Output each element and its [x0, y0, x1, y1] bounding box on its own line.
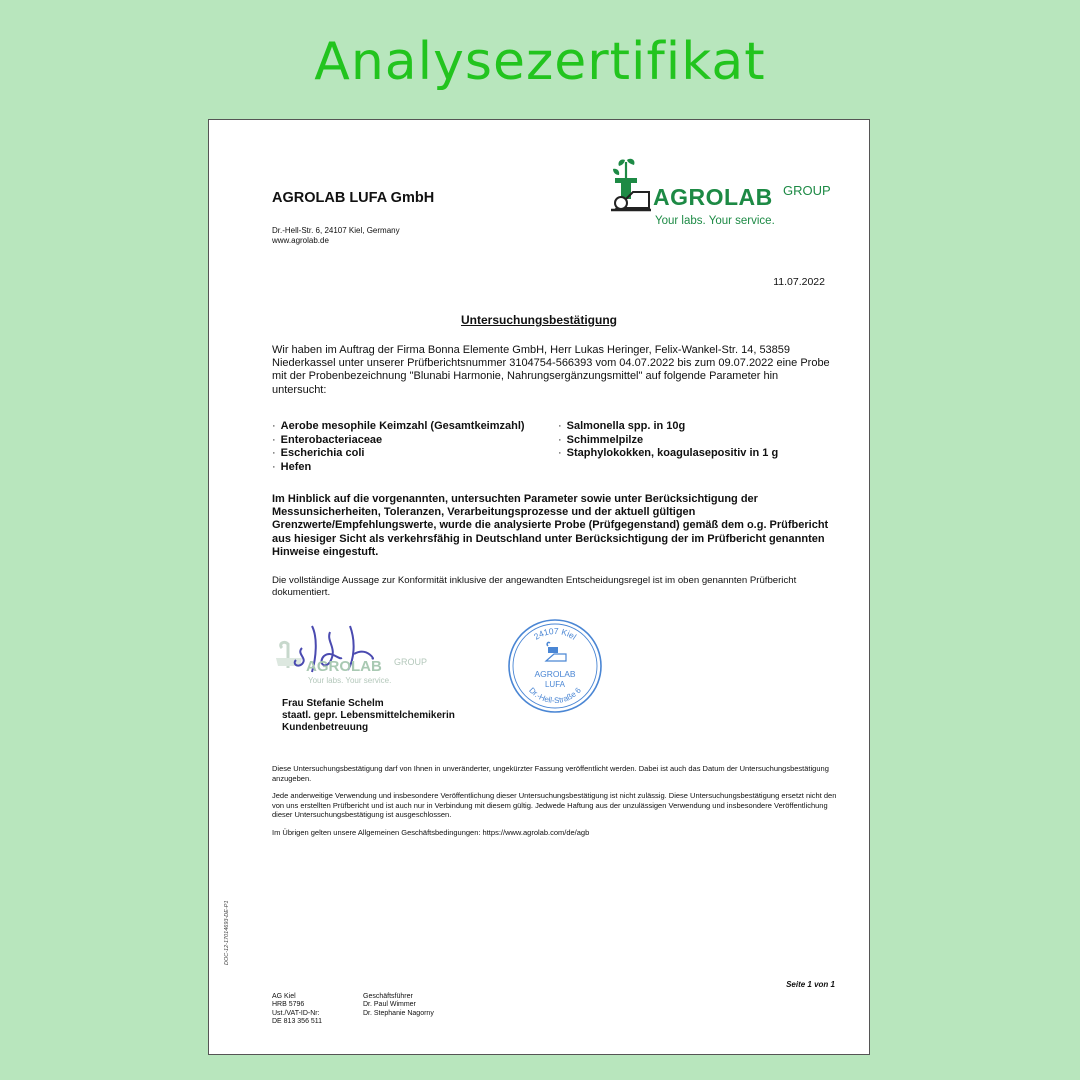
- signer-block: [282, 698, 455, 735]
- signature-logo-tagline: Your labs. Your service.: [308, 676, 392, 685]
- logo-name: AGROLAB: [653, 184, 773, 210]
- signer-department: Kundenbetreuung: [282, 722, 369, 734]
- signature-logo-name: AGROLAB: [306, 658, 382, 675]
- list-item: · Aerobe mesophile Keimzahl (Gesamtkeimzahl): [272, 420, 525, 432]
- list-item: · Staphylokokken, koagulasepositiv in 1 g: [558, 447, 779, 459]
- intro-paragraph: Wir haben im Auftrag der Firma Bonna Elemente GmbH, Herr Lukas Heringer, Felix-Wankel-Str. 14, 53859 Niederkassel unter unserer Prüfberichtsnummer 3104754-566393 vom 04.07.2022 bis zum 09.07.2022 eine Probe mit der Probenbezeichnung "Blunabi Harmonie, Nahrungsergänzungsmittel" auf folgende Parameter hin untersucht:: [272, 344, 830, 396]
- list-item: · Hefen: [272, 460, 312, 473]
- signer-name: Frau Stefanie Schelm: [282, 698, 384, 709]
- stamp-flask-icon: [546, 642, 566, 661]
- stamp-middle-1: AGROLAB: [534, 669, 576, 679]
- document-heading: Untersuchungsbestätigung: [460, 313, 617, 327]
- bullet-icon: ·: [558, 447, 562, 459]
- website-link[interactable]: www.agrolab.de: [272, 235, 329, 245]
- page-number: Seite 1 von 1: [786, 980, 835, 989]
- list-item: · Escherichia coli: [272, 447, 365, 459]
- disclaimer-paragraph: Jede anderweitige Verwendung und insbesondere Veröffentlichung dieser Untersuchungsbestätigung ist nicht zulässig. Diese Untersuchungsbestätigung ersetzt nicht den von uns erstellten Prüfbericht und ist auch nur in Verbindung mit diesem gültig. Jedwede Haftung aus der unzulässigen Verwendung und insbesondere Veröffentlichung dieser Untersuchungsbestätigung ist ausgeschlossen.: [272, 791, 837, 819]
- company-name: AGROLAB LUFA GmbH: [272, 190, 435, 206]
- conformity-paragraph: Die vollständige Aussage zur Konformität inklusive der angewandten Entscheidungsregel ist im oben genannten Prüfbericht dokumentiert.: [272, 575, 797, 598]
- document-date: 11.07.2022: [773, 276, 825, 288]
- disclaimer: [272, 764, 837, 845]
- logo-tagline: Your labs. Your service.: [655, 215, 775, 227]
- disclaimer-paragraph: Diese Untersuchungsbestätigung darf von Ihnen in unveränderter, ungekürzter Fassung veröffentlicht werden. Dabei ist auch das Datum der Untersuchungsbestätigung anzugeben.: [272, 764, 829, 783]
- address-line: Dr.-Hell-Str. 6, 24107 Kiel, Germany: [272, 226, 400, 235]
- company-address: [272, 226, 400, 245]
- bullet-icon: ·: [272, 433, 276, 446]
- bullet-icon: ·: [272, 447, 276, 459]
- flask-plant-icon: [609, 156, 653, 216]
- agrolab-logo: [609, 154, 839, 234]
- signature: [272, 618, 432, 690]
- stamp-top-text: 24107 Kiel: [531, 625, 579, 642]
- signature-logo-group: GROUP: [394, 657, 428, 667]
- list-item: · Salmonella spp. in 10g: [558, 420, 686, 432]
- company-stamp: [506, 617, 604, 715]
- stamp-bottom-text: Dr.-Hell-Straße 6: [527, 685, 583, 706]
- parameter-column-right: [558, 420, 778, 461]
- bullet-icon: ·: [272, 420, 276, 432]
- logo-group: GROUP: [783, 183, 831, 198]
- list-item: · Enterobacteriaceae: [272, 433, 383, 446]
- svg-text:24107 Kiel: [532, 626, 579, 642]
- list-item: · Schimmelpilze: [558, 433, 644, 446]
- bullet-icon: ·: [272, 460, 276, 473]
- document-code: DOC-12-17014693-DE-P1: [224, 900, 230, 965]
- certificate-document: [208, 119, 870, 1055]
- conclusion-paragraph: Im Hinblick auf die vorgenannten, untersuchten Parameter sowie unter Berücksichtigung der Messunsicherheiten, Toleranzen, Verarbeitungsprozesse und der aktuell gültigen Grenzwerte/Empfehlungswerte, wurde die analysierte Probe (Prüfgegenstand) gemäß dem o.g. Prüfbericht aus hiesiger Sicht als verkehrsfähig in Deutschland unter Berücksichtigung der im Prüfbericht genannten Hinweise eingestuft.: [272, 493, 829, 558]
- bullet-icon: ·: [558, 420, 562, 432]
- parameter-column-left: [272, 420, 525, 474]
- footer-registration: AG Kiel HRB 5796 Ust./VAT-ID-Nr: DE 813 356 511: [272, 993, 323, 1025]
- bullet-icon: ·: [558, 433, 562, 446]
- signer-title: staatl. gepr. Lebensmittelchemikerin: [282, 710, 455, 722]
- footer-management: Geschäftsführer Dr. Paul Wimmer Dr. Stephanie Nagorny: [363, 993, 434, 1017]
- page-title: Analysezertifikat: [314, 32, 766, 92]
- stamp-middle-2: LUFA: [544, 680, 566, 689]
- disclaimer-paragraph: Im Übrigen gelten unsere Allgemeinen Geschäftsbedingungen: https://www.agrolab.com/de/agb: [272, 827, 590, 837]
